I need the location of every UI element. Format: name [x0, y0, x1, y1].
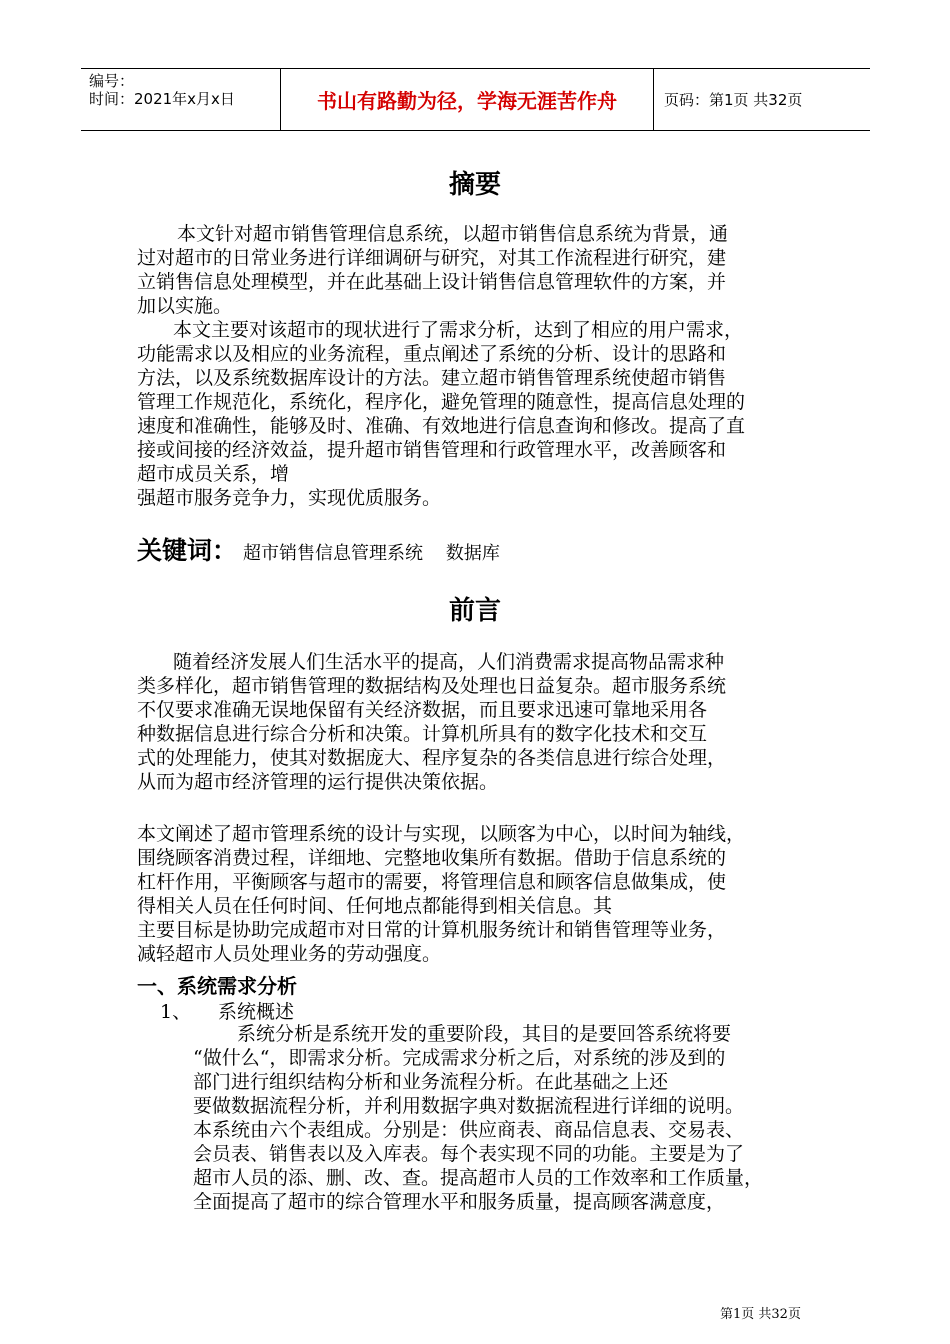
text-line: 速度和准确性，能够及时、准确、有效地进行信息查询和修改。提高了直 — [137, 415, 746, 437]
text-line: 强超市服务竞争力，实现优质服务。 — [137, 487, 442, 509]
page-footer: 第1页 共32页 — [720, 1307, 801, 1322]
text-line: 超市成员关系，增 — [137, 463, 290, 485]
preface-title: 前言 — [448, 596, 501, 626]
text-line: 围绕顾客消费过程，详细地、完整地收集所有数据。借助于信息系统的 — [137, 847, 727, 869]
text-line: 系统分析是系统开发的重要阶段，其目的是要回答系统将要 — [237, 1023, 732, 1045]
text-line: 从而为超市经济管理的运行提供决策依据。 — [137, 771, 499, 793]
preface-paragraph-1 — [137, 650, 827, 794]
text-line: 全面提高了超市的综合管理水平和服务质量，提高顾客满意度， — [193, 1191, 726, 1213]
keywords-value: 超市销售信息管理系统 数据库 — [243, 543, 500, 564]
text-line: 本文阐述了超市管理系统的设计与实现，以顾客为中心，以时间为轴线， — [137, 823, 746, 845]
text-line: 种数据信息进行综合分析和决策。计算机所具有的数字化技术和交互 — [137, 723, 708, 745]
text-line: “做什么“，即需求分析。完成需求分析之后，对系统的涉及到的 — [193, 1047, 726, 1069]
text-line: 要做数据流程分析，并利用数据字典对数据流程进行详细的说明。 — [193, 1095, 745, 1117]
text-line: 加以实施。 — [137, 295, 233, 317]
abstract-title: 摘要 — [448, 170, 501, 200]
text-line: 接或间接的经济效益，提升超市销售管理和行政管理水平，改善顾客和 — [137, 439, 727, 461]
text-line: 式的处理能力，使其对数据庞大、程序复杂的各类信息进行综合处理， — [137, 747, 727, 769]
text-line: 过对超市的日常业务进行详细调研与研究，对其工作流程进行研究，建 — [137, 247, 727, 269]
text-line: 主要目标是协助完成超市对日常的计算机服务统计和销售管理等业务， — [137, 919, 727, 941]
text-line: 方法，以及系统数据库设计的方法。建立超市销售管理系统使超市销售 — [137, 367, 727, 389]
keywords — [137, 531, 500, 567]
text-line: 杠杆作用，平衡顾客与超市的需要，将管理信息和顾客信息做集成，使 — [137, 871, 727, 893]
text-line: 类多样化，超市销售管理的数据结构及处理也日益复杂。超市服务系统 — [137, 675, 727, 697]
text-line: 部门进行组织结构分析和业务流程分析。在此基础之上还 — [193, 1071, 669, 1093]
keywords-label: 关键词： — [137, 536, 238, 565]
text-line: 立销售信息处理模型，并在此基础上设计销售信息管理软件的方案，并 — [137, 271, 727, 293]
text-line: 本文主要对该超市的现状进行了需求分析，达到了相应的用户需求， — [173, 319, 744, 341]
section-paragraph-1 — [193, 1022, 833, 1214]
text-line: 减轻超市人员处理业务的劳动强度。 — [137, 943, 442, 965]
subsection-heading — [160, 997, 294, 1024]
abstract-paragraph-2 — [137, 318, 827, 510]
text-line: 超市人员的添、删、改、查。提高超市人员的工作效率和工作质量， — [193, 1167, 764, 1189]
subsection-title: 系统概述 — [218, 1001, 295, 1023]
section-heading: 一、系统需求分析 — [137, 974, 297, 998]
header-meta — [81, 69, 281, 130]
text-line: 得相关人员在任何时间、任何地点都能得到相关信息。其 — [137, 895, 613, 917]
text-line: 功能需求以及相应的业务流程，重点阐述了系统的分析、设计的思路和 — [137, 343, 727, 365]
page-header — [81, 68, 870, 131]
header-page-info: 页码：第1页 共32页 — [664, 91, 803, 109]
header-time-label: 时间：2021年x月x日 — [89, 90, 235, 108]
subsection-number: 1、 — [160, 1001, 192, 1023]
preface-paragraph-2 — [137, 822, 827, 966]
text-line: 随着经济发展人们生活水平的提高，人们消费需求提高物品需求种 — [173, 651, 725, 673]
header-number-label: 编号： — [89, 72, 135, 90]
text-line: 本系统由六个表组成。分别是：供应商表、商品信息表、交易表、 — [193, 1119, 745, 1141]
header-motto: 书山有路勤为径，学海无涯苦作舟 — [281, 69, 654, 130]
text-line: 不仅要求准确无误地保留有关经济数据，而且要求迅速可靠地采用各 — [137, 699, 708, 721]
text-line: 管理工作规范化，系统化，程序化，避免管理的随意性，提高信息处理的 — [137, 391, 746, 413]
abstract-paragraph-1 — [137, 222, 827, 318]
text-line: 本文针对超市销售管理信息系统，以超市销售信息系统为背景，通 — [177, 223, 729, 245]
text-line: 会员表、销售表以及入库表。每个表实现不同的功能。主要是为了 — [193, 1143, 745, 1165]
